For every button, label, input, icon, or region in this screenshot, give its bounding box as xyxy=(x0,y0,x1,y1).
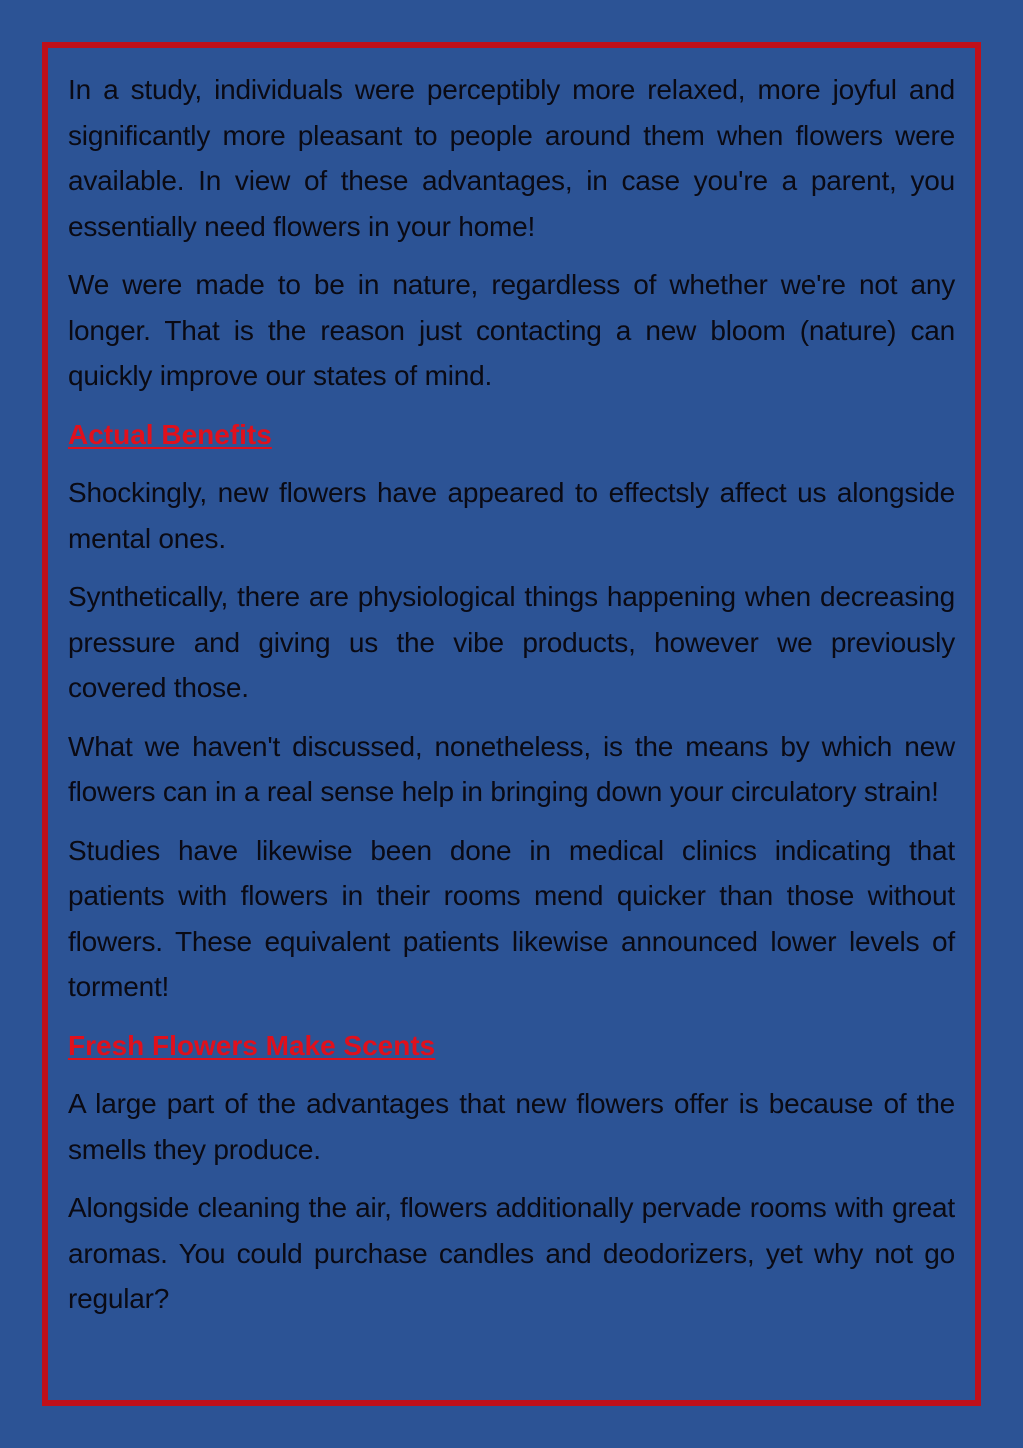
page-frame xyxy=(42,42,981,1406)
paragraph: Synthetically, there are physiological things happening when decreasing pressure and giving us the vibe products, however we previously covered those. xyxy=(68,581,955,703)
document-body xyxy=(68,67,955,1335)
paragraph: In a study, individuals were perceptibly more relaxed, more joyful and significantly more pleasant to people around them when flowers were available. In view of these advantages, in case you're a parent, you essentially need flowers in your home! xyxy=(68,74,955,242)
paragraph: We were made to be in nature, regardless of whether we're not any longer. That is the reason just contacting a new bloom (nature) can quickly improve our states of mind. xyxy=(68,269,955,391)
paragraph: What we haven't discussed, nonetheless, is the means by which new flowers can in a real sense help in bringing down your circulatory strain! xyxy=(68,730,955,807)
section-heading-fresh-flowers: Fresh Flowers Make Scents xyxy=(68,1029,436,1061)
paragraph: A large part of the advantages that new flowers offer is because of the smells they produce. xyxy=(68,1088,955,1165)
paragraph: Shockingly, new flowers have appeared to effectsly affect us alongside mental ones. xyxy=(68,477,955,554)
section-heading-actual-benefits: Actual Benefits xyxy=(68,418,272,450)
paragraph: Alongside cleaning the air, flowers additionally pervade rooms with great aromas. You could purchase candles and deodorizers, yet why not go regular? xyxy=(68,1192,955,1314)
paragraph: Studies have likewise been done in medical clinics indicating that patients with flowers in their rooms mend quicker than those without flowers. These equivalent patients likewise announced lower levels of torment! xyxy=(68,834,955,1002)
